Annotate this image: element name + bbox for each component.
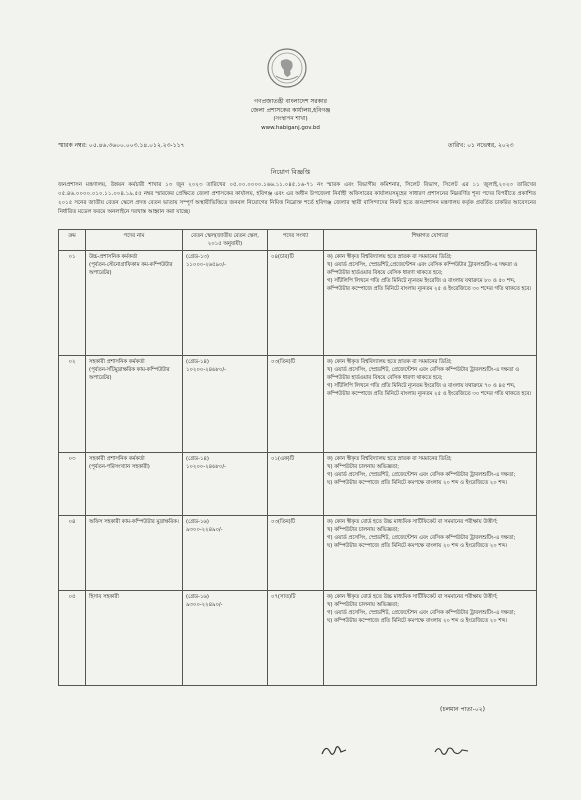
qualification-item: খ) কম্পিউটার চালনায় অভিজ্ঞতা; (327, 464, 399, 470)
col-header-count: পদের সংখ্যা (268, 230, 324, 251)
col-header-scale: বেতন স্কেল(জাতীয় বেতন স্কেল, ২০১৫ অনুযায়ী) (183, 230, 268, 251)
post-name: হিসাব সহকারী (89, 594, 119, 600)
handwritten-signature (432, 740, 472, 760)
pay-scale: ৯৩০০-২২৪৯০/- (186, 527, 223, 533)
cell-scale (183, 453, 268, 516)
col-header-serial: ক্রম (59, 230, 86, 251)
table-row (59, 356, 537, 453)
col-header-post: পদের নাম (86, 230, 183, 251)
cell-qualification (324, 453, 537, 516)
pay-scale: ৯৩০০-২২৪৯০/- (186, 602, 223, 608)
government-logo-icon (266, 47, 308, 89)
table-row (59, 516, 537, 591)
qualification-item: খ) ওয়ার্ড প্রসেসিং, স্প্রেডশিট,প্রেজেন্টেশন এবং বেসিক কম্পিউটার ট্রাবলশুটিং-এ দক্ষতা ও কম্পিউটার হার্ডওয়ার বিষয়ে বেসিক ধারণা থাকতে হবে; (327, 262, 518, 276)
post-former-name: (পূর্বতন-স্টেনোগ্রাফিকাম কম-কম্পিউটার অপারেটর) (89, 262, 173, 276)
qualification-item: গ) ওয়ার্ড প্রসেসিং, স্প্রেডশিট, প্রেজেন্টেশন এবং বেসিক কম্পিউটার ট্রাবলশুটিং-এ দক্ষতা; (327, 610, 516, 616)
qualification-item: ক) কোন স্বীকৃত বিশ্ববিদ্যালয় হতে স্নাতক বা সমমানের ডিগ্রি; (327, 254, 452, 260)
cell-qualification (324, 516, 537, 591)
qualification-item: খ) কম্পিউটার চালনায় অভিজ্ঞতা; (327, 602, 399, 608)
grade: (গ্রেড-১৪) (186, 359, 209, 365)
qualification-item: ক) কোন স্বীকৃত বোর্ড হতে উচ্চ মাধ্যমিক সার্টিফিকেট বা সমমানের পরীক্ষায় উত্তীর্ণ; (327, 594, 498, 600)
cell-qualification (324, 591, 537, 686)
pay-scale: ১০২০০-২৪৬৮০/- (186, 367, 227, 373)
cell-count: ০৩(তিন)টি (268, 516, 324, 591)
handwritten-initial-signature (318, 740, 358, 760)
qualification-item: ঘ) কম্পিউটার কম্পোজে প্রতি মিনিটে কমপক্ষে বাংলায় ২০ শব্দ ও ইংরেজিতে ২০ শব্দ। (327, 618, 508, 624)
notice-title: নিয়োগ বিজ্ঞপ্তি (270, 168, 311, 176)
qualification-item: গ) ওয়ার্ড প্রসেসিং, স্প্রেডশিট, প্রেজেন্টেশন এবং বেসিক কম্পিউটার ট্রাবলশুটিং-এ দক্ষতা; (327, 535, 516, 541)
intro-paragraph: জনপ্রশাসন মন্ত্রণালয়, উন্নয়ন কর্মচারী শাখার ১৩ জুন ২০২৩ তারিখের ০৫.০০.০০০০.১৬৬.১১.০৪৫.১৬-৭১ নং স্মারক এবং বিভাগীয় কমিশনার, সিলেট বিভাগ, সিলেট এর ১১ জুলাই,২০২৩ তারিখের ০৫.৪৬.০০০০.০১০.১১.০০৪.১৯.৫৫ নম্বর স্মারকের প্রেক্ষিতে জেলা প্রশাসকের কার্যালয়, হবিগঞ্জ এবং এর অধীন উপজেলা নির্বাহী অফিসারের কার্যালয়সমূহের সাধারণ প্রশাসনের নিম্নবর্ণিত শূন্য পদের বিপরীতে প্রকাশিত ২০১৫ সনের জাতীয় বেতন স্কেলে প্রদত্ত বেতন ভাতায় সম্পূর্ণ অস্থায়ীভিত্তিতে জনবল নিয়োগের নিমিত্ত নিম্নোক্ত শর্তে হবিগঞ্জ জেলার স্থায়ী বাসিন্দাদের নিকট হতে জনপ্রশাসন মন্ত্রণালয় কর্তৃক প্রবর্তিত চাকরির আবেদনের নির্ধারিত মডেল ফরমে অনলাইনে দরখাস্ত আহ্বান করা যাচ্ছে। (58, 182, 536, 215)
grade: (গ্রেড-১৩) (186, 254, 209, 260)
cell-post (86, 516, 183, 591)
cell-qualification (324, 251, 537, 356)
pay-scale: ১০২০০-২৪৬৮০/- (186, 464, 227, 470)
qualification-item: ক) কোন স্বীকৃত বোর্ড হতে উচ্চ মাধ্যমিক সার্টিফিকেট বা সমমানের পরীক্ষায় উত্তীর্ণ; (327, 519, 498, 525)
continued-page-note: (চলমান পাতা-০২) (440, 706, 485, 713)
qualification-item: ঘ) কম্পিউটার কম্পোজে প্রতি মিনিটে কমপক্ষে বাংলায় ২০ শব্দ ও ইংরেজিতে ২০ শব্দ। (327, 543, 508, 549)
memo-date: তারিখ: ০১ নভেম্বর, ২০২৩ (448, 142, 514, 149)
cell-post (86, 453, 183, 516)
qualification-item: গ) ওয়ার্ড প্রসেসিং, স্প্রেডশিট, প্রেজেন্টেশন এবং বেসিক কম্পিউটার ট্রাবলশুটিং-এ দক্ষতা; (327, 472, 516, 478)
cell-count: ০৪(চার)টি (268, 251, 324, 356)
qualification-item: খ) কম্পিউটার চালনায় অভিজ্ঞতা; (327, 527, 399, 533)
cell-count: ০১(এক)টি (268, 453, 324, 516)
cell-count: ০৩(তিন)টি (268, 356, 324, 453)
header-government: গণপ্রজাতন্ত্রী বাংলাদেশ সরকার (254, 98, 327, 105)
post-name: সহকারী প্রশাসনিক কর্মকর্তা (89, 456, 145, 462)
post-name: সহকারী প্রশাসনিক কর্মকর্তা (89, 359, 145, 365)
table-row (59, 251, 537, 356)
table-row (59, 453, 537, 516)
cell-post (86, 251, 183, 356)
cell-scale (183, 251, 268, 356)
cell-scale (183, 516, 268, 591)
header-section: (সংস্থাপন শাখা) (273, 116, 308, 122)
cell-serial: ০৩ (59, 453, 86, 516)
cell-qualification (324, 356, 537, 453)
qualification-item: খ) ওয়ার্ড প্রসেসিং, স্প্রেডশিট, প্রেজেন্টেশন এবং বেসিক কম্পিউটার ট্রাবলশুটিং-এ দক্ষতা ও কম্পিউটার হার্ডওয়ার বিষয়ে বেসিক ধারণা থাকতে হবে; (327, 367, 520, 381)
post-name: উচ্চ-প্রশাসনিক কর্মকর্তা (89, 254, 138, 260)
post-former-name: (পূর্বতন-সাঁটমুদ্রাক্ষরিক কাম-কম্পিউটার অপারেটর) (89, 367, 170, 381)
cell-post (86, 591, 183, 686)
cell-serial: ০১ (59, 251, 86, 356)
col-header-qualification: শিক্ষাগত যোগ্যতা (324, 230, 537, 251)
grade: (গ্রেড-১৪) (186, 456, 209, 462)
pay-scale: ১১০০০-২৬৫৯০/- (186, 262, 227, 268)
post-former-name: (পূর্বতন-পরিসংখ্যান সহকারী) (89, 464, 150, 470)
grade: (গ্রেড-১৬) (186, 594, 209, 600)
post-name: অফিস সহকারী কাম-কম্পিউটার মুদ্রাক্ষরিক। (89, 519, 179, 525)
cell-post (86, 356, 183, 453)
qualification-item: গ) সাঁটলিপি লিখনে গতি প্রতি মিনিটে ন্যূনতম ইংরেজি ও বাংলায় যথাক্রমে ৭০ ও ৪৫ শব্দ, কম্পিউটার কম্পোজে প্রতি মিনিটে বাংলায় ন্যূনতম ২৫ ও ইংরেজিতে ৩০ শব্দের গতি থাকতে হবে। (327, 383, 532, 397)
cell-serial: ০২ (59, 356, 86, 453)
qualification-item: ঘ) কম্পিউটার কম্পোজে প্রতি মিনিটে কমপক্ষে বাংলায় ২০ শব্দ ও ইংরেজিতে ২০ শব্দ। (327, 480, 508, 486)
memo-number: স্মারক নম্বর: ০৫.৪৬.৩৬০০.০০৩.১৪.০১২.২৩-১১৭ (58, 142, 185, 149)
cell-scale (183, 356, 268, 453)
grade: (গ্রেড-১৬) (186, 519, 209, 525)
cell-serial: ০৪ (59, 516, 86, 591)
qualification-item: ক) কোন স্বীকৃত বিশ্ববিদ্যালয় হতে স্নাতক বা সমমানের ডিগ্রি; (327, 359, 452, 365)
cell-scale (183, 591, 268, 686)
table-header-row (59, 230, 537, 251)
header-office: জেলা প্রশাসকের কার্যালয়,হবিগঞ্জ (250, 107, 331, 114)
qualification-item: ক) কোন স্বীকৃত বিশ্ববিদ্যালয় হতে স্নাতক বা সমমানের ডিগ্রি; (327, 456, 452, 462)
cell-serial: ০৫ (59, 591, 86, 686)
table-row (59, 591, 537, 686)
vacancy-table (58, 229, 537, 686)
cell-count: ০৭(সাত)টি (268, 591, 324, 686)
qualification-item: গ) সাঁটলিপি লিখনে গতি প্রতি মিনিটে ন্যূনতম ইংরেজি ও বাংলায় যথাক্রমে ৮০ ও ৫০ শব্দ, কম্পিউটার কম্পোজে প্রতি মিনিটে বাংলায় ন্যূনতম ২৫ ও ইংরেজিতে ৩০ শব্দের গতি থাকতে হবে। (327, 278, 532, 292)
header-website-link[interactable]: www.habiganj.gov.bd (261, 125, 320, 131)
